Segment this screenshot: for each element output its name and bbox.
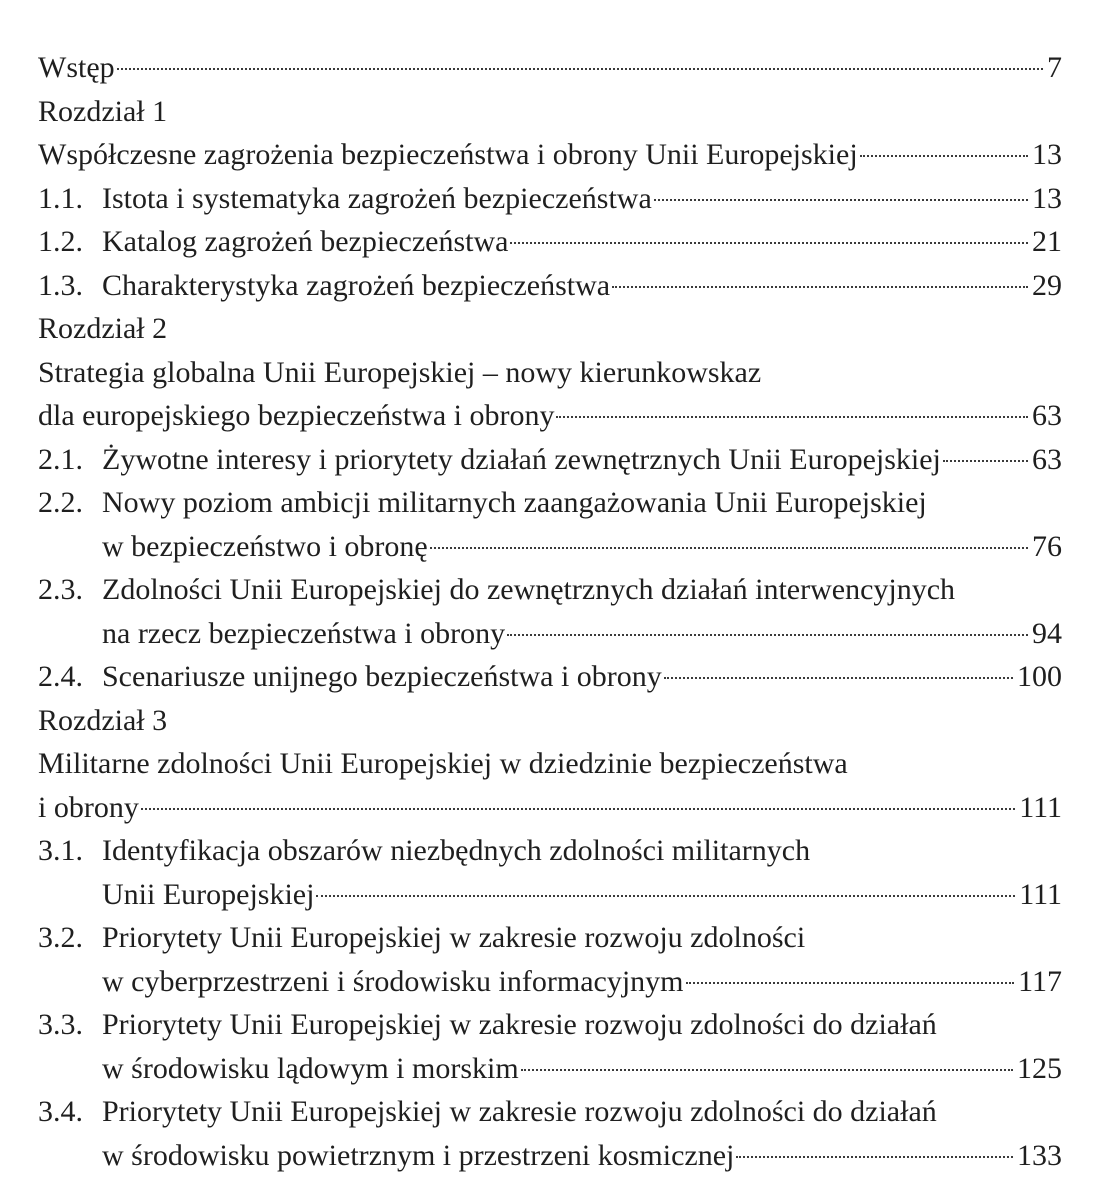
toc-entry-title: Scenariusze unijnego bezpieczeństwa i obrony: [102, 660, 662, 693]
toc-entry-title: Priorytety Unii Europejskiej w zakresie rozwoju zdolności: [102, 921, 806, 954]
section-number: 3.3.: [38, 1008, 83, 1041]
section-number: 2.3.: [38, 573, 83, 606]
dot-leader: [556, 416, 1028, 418]
toc-entry-intro: [38, 46, 1062, 90]
chapter-heading: [38, 90, 1062, 134]
dot-leader: [507, 634, 1028, 636]
toc-entry-title: Priorytety Unii Europejskiej w zakresie rozwoju zdolności do działań: [102, 1008, 937, 1041]
toc-entry-title: Identyfikacja obszarów niezbędnych zdolności militarnych: [102, 834, 811, 867]
toc-entry-chapter-title-line2: [38, 394, 1062, 438]
section-number: 1.2.: [38, 225, 83, 258]
toc-entry-title: Strategia globalna Unii Europejskiej – nowy kierunkowskaz: [38, 355, 762, 389]
toc-entry-title: i obrony: [38, 790, 139, 824]
toc-page-number: 76: [1032, 529, 1062, 563]
toc-entry-title: Katalog zagrożeń bezpieczeństwa: [102, 225, 509, 258]
dot-leader: [521, 1069, 1013, 1071]
toc-entry-title: w środowisku lądowym i morskim: [102, 1051, 519, 1085]
toc-entry-title: Militarne zdolności Unii Europejskiej w dziedzinie bezpieczeństwa: [38, 747, 848, 780]
toc-entry-section: [38, 568, 1062, 612]
dot-leader: [664, 677, 1013, 679]
dot-leader: [316, 895, 1015, 897]
toc-entry-section: [38, 916, 1062, 960]
toc-page-number: 94: [1032, 616, 1062, 650]
toc-page-number: 13: [1032, 181, 1062, 215]
toc-entry-chapter-title-line1: [38, 742, 1062, 786]
toc-entry-title: w bezpieczeństwo i obronę: [102, 529, 428, 563]
toc-entry-section: [38, 220, 1062, 264]
chapter-heading: [38, 307, 1062, 351]
table-of-contents: [38, 46, 1062, 1177]
dot-leader: [141, 808, 1015, 810]
toc-entry-section-continuation: [38, 873, 1062, 917]
toc-page-number: 13: [1032, 138, 1062, 171]
toc-entry-title: Priorytety Unii Europejskiej w zakresie rozwoju zdolności do działań: [102, 1095, 937, 1128]
chapter-label: Rozdział 1: [38, 94, 168, 128]
toc-page-number: 125: [1017, 1051, 1062, 1085]
section-number: 3.2.: [38, 921, 83, 954]
section-number: 3.4.: [38, 1095, 83, 1128]
chapter-label: Rozdział 2: [38, 312, 168, 345]
section-number: 1.1.: [38, 181, 83, 215]
toc-entry-title: na rzecz bezpieczeństwa i obrony: [102, 616, 506, 650]
toc-page-number: 100: [1017, 660, 1062, 693]
toc-entry-title: w cyberprzestrzeni i środowisku informacyjnym: [102, 964, 684, 998]
toc-entry-title: Wstęp: [38, 51, 115, 84]
toc-entry-chapter-title-line2: [38, 786, 1062, 830]
section-number: 3.1.: [38, 834, 83, 867]
toc-entry-title: Charakterystyka zagrożeń bezpieczeństwa: [102, 268, 611, 302]
toc-entry-section-continuation: [38, 1134, 1062, 1178]
toc-entry-section-continuation: [38, 525, 1062, 569]
toc-page-number: 111: [1019, 877, 1062, 911]
dot-leader: [943, 460, 1028, 462]
toc-page-number: 133: [1017, 1138, 1062, 1172]
toc-entry-title: Współczesne zagrożenia bezpieczeństwa i obrony Unii Europejskiej: [38, 138, 858, 171]
toc-entry-chapter-title-line1: [38, 351, 1062, 395]
toc-entry-section: [38, 177, 1062, 221]
toc-entry-section: [38, 829, 1062, 873]
toc-entry-chapter-title: [38, 133, 1062, 177]
toc-entry-title: Nowy poziom ambicji militarnych zaangażowania Unii Europejskiej: [102, 486, 927, 519]
dot-leader: [736, 1156, 1013, 1158]
section-number: 2.1.: [38, 442, 83, 476]
section-number: 1.3.: [38, 268, 83, 302]
toc-page-number: 29: [1032, 268, 1062, 302]
toc-entry-section: [38, 1003, 1062, 1047]
toc-entry-title: Żywotne interesy i priorytety działań zewnętrznych Unii Europejskiej: [102, 442, 941, 476]
toc-page-number: 63: [1032, 442, 1062, 476]
section-number: 2.2.: [38, 486, 83, 519]
dot-leader: [654, 199, 1028, 201]
toc-page-number: 111: [1019, 790, 1062, 824]
toc-entry-title: Unii Europejskiej: [102, 877, 315, 911]
toc-entry-section: [38, 264, 1062, 308]
chapter-label: Rozdział 3: [38, 703, 168, 737]
toc-entry-section-continuation: [38, 960, 1062, 1004]
toc-entry-section: [38, 655, 1062, 699]
dot-leader: [860, 155, 1028, 157]
toc-entry-section: [38, 481, 1062, 525]
dot-leader: [686, 982, 1015, 984]
toc-entry-title: Istota i systematyka zagrożeń bezpieczeństwa: [102, 181, 652, 215]
toc-page-number: 7: [1047, 51, 1062, 84]
toc-entry-title: dla europejskiego bezpieczeństwa i obrony: [38, 399, 555, 432]
toc-page-number: 21: [1032, 225, 1062, 258]
toc-entry-title: w środowisku powietrznym i przestrzeni kosmicznej: [102, 1138, 735, 1172]
toc-page-number: 117: [1018, 964, 1062, 998]
section-number: 2.4.: [38, 660, 83, 693]
toc-entry-section-continuation: [38, 1047, 1062, 1091]
dot-leader: [430, 547, 1028, 549]
dot-leader: [612, 286, 1028, 288]
toc-entry-section: [38, 438, 1062, 482]
dot-leader: [510, 242, 1028, 244]
chapter-heading: [38, 699, 1062, 743]
toc-entry-section-continuation: [38, 612, 1062, 656]
toc-entry-title: Zdolności Unii Europejskiej do zewnętrznych działań interwencyjnych: [102, 573, 956, 606]
dot-leader: [117, 68, 1043, 70]
toc-entry-section: [38, 1090, 1062, 1134]
toc-page-number: 63: [1032, 399, 1062, 432]
